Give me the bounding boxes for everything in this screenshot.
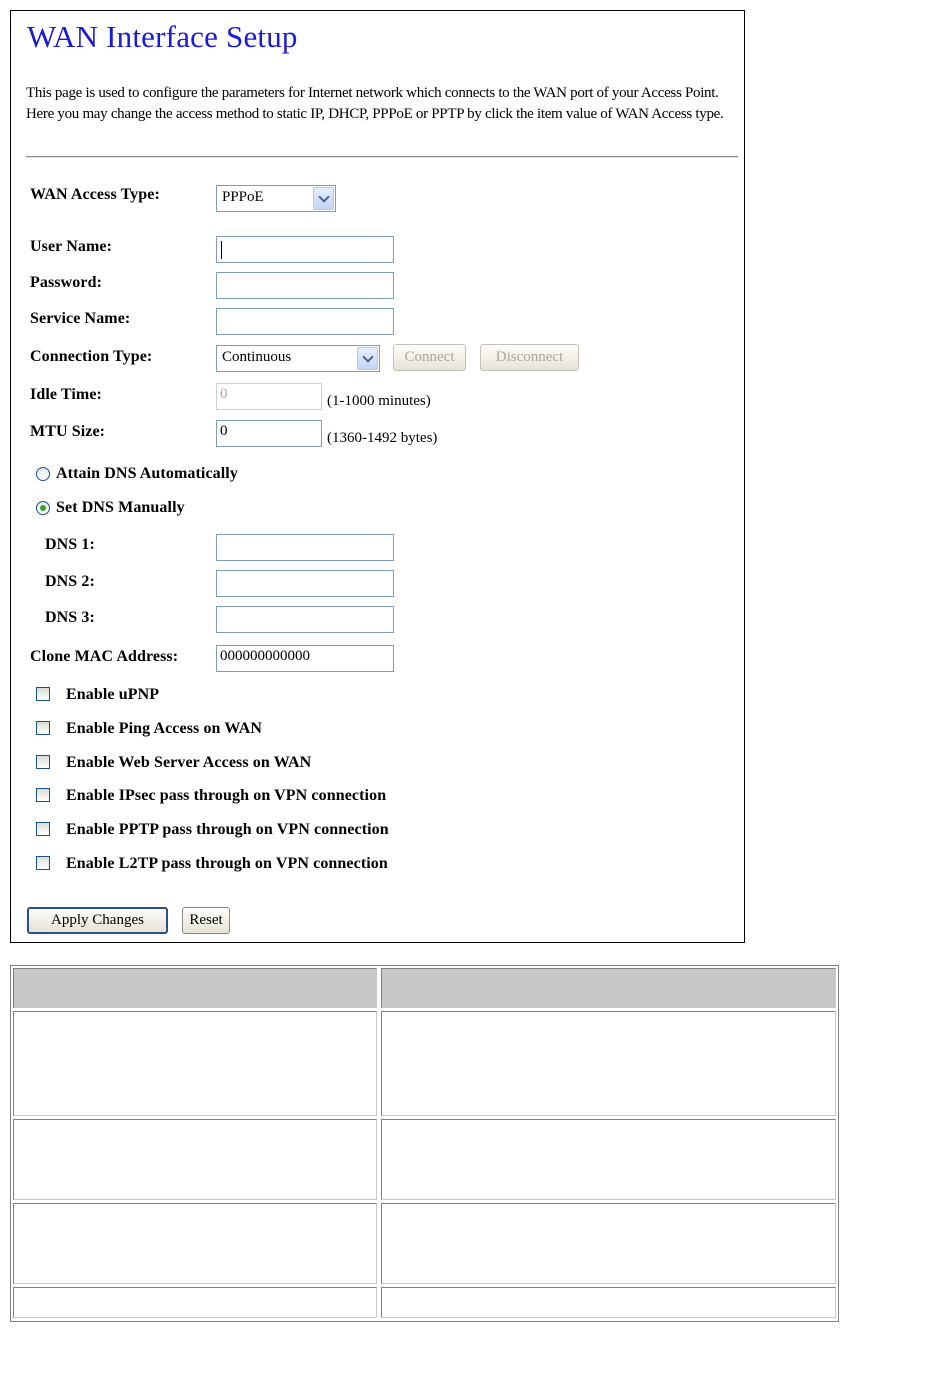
wan-access-type-select[interactable] [216,185,336,212]
table-cell [13,1287,377,1318]
enable-ipsec-checkbox[interactable] [36,788,50,802]
dns-manual-radio[interactable] [36,501,50,515]
table-cell [13,1119,377,1200]
mtu-size-input[interactable]: 0 [216,420,322,447]
password-input[interactable] [216,272,394,299]
dns-auto-radio[interactable] [36,467,50,481]
table-header-cell [13,968,377,1008]
idle-time-label: Idle Time: [30,386,102,403]
chevron-down-icon[interactable] [357,347,378,370]
disconnect-button[interactable]: Disconnect [480,344,579,371]
clone-mac-input[interactable]: 000000000000 [216,645,394,672]
enable-ping-wan-checkbox[interactable] [36,721,50,735]
password-label: Password: [30,274,103,291]
enable-web-server-wan-checkbox[interactable] [36,755,50,769]
connect-button[interactable]: Connect [393,344,466,371]
description-table [10,965,839,1322]
enable-web-server-wan-label: Enable Web Server Access on WAN [66,754,312,771]
user-name-label: User Name: [30,238,113,255]
mtu-size-label: MTU Size: [30,423,106,440]
connection-type-value: Continuous [222,349,292,365]
idle-time-input[interactable]: 0 [216,383,322,410]
page-title: WAN Interface Setup [27,19,298,54]
table-cell [381,1011,836,1116]
enable-upnp-label: Enable uPNP [66,686,160,703]
table-cell [381,1119,836,1200]
service-name-label: Service Name: [30,310,131,327]
dns1-label: DNS 1: [45,536,95,553]
dns-manual-label: Set DNS Manually [56,499,185,516]
enable-ipsec-label: Enable IPsec pass through on VPN connection [66,787,387,804]
apply-changes-button[interactable]: Apply Changes [27,907,168,934]
dns2-input[interactable] [216,570,394,597]
enable-pptp-label: Enable PPTP pass through on VPN connection [66,821,389,838]
table-header-cell [381,968,836,1008]
wan-access-type-label: WAN Access Type: [30,186,160,203]
dns3-label: DNS 3: [45,609,95,626]
dns3-input[interactable] [216,606,394,633]
page-description: This page is used to configure the parameters for Internet network which connects to the WAN port of your Access Point. Here you may change the access method to static IP, DHCP, PPPoE or PPTP by click the item value of WAN Access type. [26,85,724,122]
reset-button[interactable]: Reset [182,907,230,934]
enable-pptp-checkbox[interactable] [36,822,50,836]
service-name-input[interactable] [216,308,394,335]
table-cell [13,1011,377,1116]
wan-setup-panel [10,10,745,943]
enable-l2tp-checkbox[interactable] [36,856,50,870]
clone-mac-label: Clone MAC Address: [30,648,179,665]
chevron-down-icon[interactable] [313,187,334,210]
enable-l2tp-label: Enable L2TP pass through on VPN connection [66,855,388,872]
table-cell [381,1203,836,1284]
enable-upnp-checkbox[interactable] [36,687,50,701]
table-cell [13,1203,377,1284]
dns-auto-label: Attain DNS Automatically [56,465,238,482]
divider [26,156,738,158]
connection-type-label: Connection Type: [30,348,153,365]
idle-time-hint: (1-1000 minutes) [327,393,431,409]
connection-type-select[interactable] [216,345,380,372]
dns1-input[interactable] [216,534,394,561]
user-name-input[interactable] [216,236,394,263]
dns2-label: DNS 2: [45,573,95,590]
mtu-size-hint: (1360-1492 bytes) [327,430,438,446]
wan-access-type-value: PPPoE [222,189,264,205]
enable-ping-wan-label: Enable Ping Access on WAN [66,720,263,737]
table-cell [381,1287,836,1318]
